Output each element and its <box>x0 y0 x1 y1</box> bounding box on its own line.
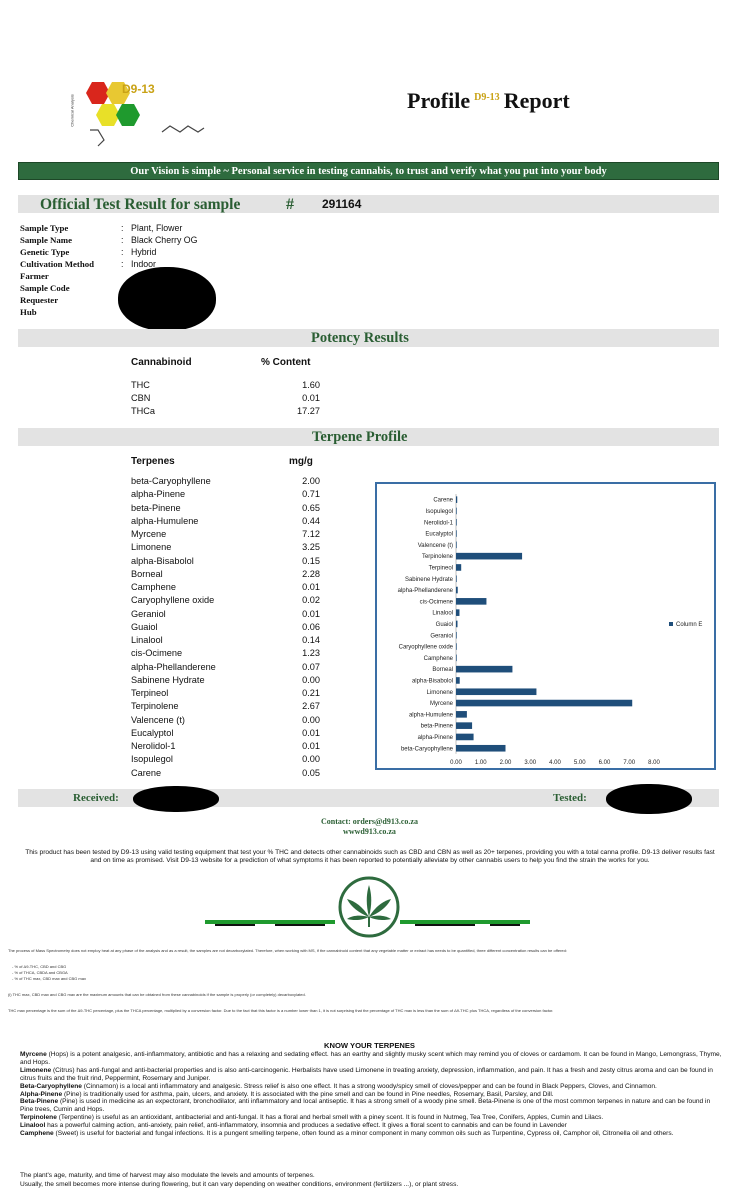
report-title: Profile $^{D9-13}$ Report <box>407 88 570 113</box>
cannabis-leaf-icon <box>335 875 403 939</box>
know-terpenes-body <box>20 1051 722 1138</box>
contact-block <box>0 817 739 837</box>
terpene-name: Isopulegol <box>131 754 173 765</box>
chart-bar <box>456 734 474 741</box>
know-item: Beta-Pinene (Pine) is used in medicine as an expectorant, bronchodilator, anti inflammatory and local antiseptic. It has a strong smell of a woody pine smell. Beta-Pinene is one of the most common terpenes in nature and can be found in Pine trees, Cumin and Hops. <box>20 1098 711 1114</box>
terpene-name: Limonene <box>131 542 172 553</box>
chart-bar <box>456 643 457 650</box>
terpene-value: 0.07 <box>302 661 320 672</box>
chart-bar <box>456 587 458 594</box>
chart-bar <box>456 496 457 503</box>
terpene-name: Eucalyptol <box>131 727 174 738</box>
chart-bar <box>456 688 536 695</box>
chart-bar <box>456 666 512 673</box>
chart-category-label: Geraniol <box>430 633 453 640</box>
terpene-name: beta-Pinene <box>131 502 181 513</box>
potency-name: THC <box>131 380 150 390</box>
chart-category-label: Myrcene <box>429 701 453 708</box>
terpene-col-name: Terpenes <box>131 456 175 467</box>
terpene-name: Borneal <box>131 568 163 579</box>
chart-category-label: Carene <box>433 497 453 504</box>
redaction-mark <box>133 786 219 812</box>
chart-category-label: Isopulegol <box>425 508 453 515</box>
chart-category-label: alpha-Bisabolol <box>411 678 453 685</box>
chart-tick-label: 3.00 <box>524 759 537 766</box>
terpene-name: Carene <box>131 767 162 778</box>
terpene-value: 0.06 <box>302 621 320 632</box>
chart-bar <box>456 508 457 515</box>
terpene-name: Terpineol <box>131 688 169 698</box>
terpene-value: 0.15 <box>302 555 320 566</box>
logo-text: D9-13 <box>122 82 155 96</box>
know-item: Limonene (Citrus) has anti-fungal and anti-bacterial properties and is also anti-carcinogenic. Herbalists have used Limonene in treating anxiety, depression, inflammation, and pain. It has a fresh and zesty citrus aroma and can be found in citrus fruits and the fruit rind, Peppermint, Rosemary and Juniper. <box>20 1066 713 1082</box>
fine-print-item: - % of THC max, CBD max and CBG max <box>12 976 86 981</box>
terpene-name: Terpinolene <box>131 701 179 712</box>
sample-number: 291164 <box>322 197 362 211</box>
terpene-value: 0.44 <box>302 515 320 526</box>
terpene-name: alpha-Pinene <box>131 489 186 500</box>
chart-category-label: Linalool <box>432 610 453 617</box>
terpene-name: cis-Ocimene <box>131 648 183 659</box>
terpene-value: 1.23 <box>302 648 320 659</box>
chart-category-label: alpha-Phellanderene <box>397 588 453 595</box>
field-label: Sample Code <box>20 283 70 293</box>
terpene-value: 0.02 <box>302 595 320 606</box>
chart-tick-label: 7.00 <box>623 759 636 766</box>
chart-category-label: Caryophyllene oxide <box>398 644 453 651</box>
terpene-value: 0.00 <box>302 674 320 685</box>
field-value: Black Cherry OG <box>131 235 198 245</box>
know-item: Terpinolene (Terpentine) is useful as an antioxidant, antibacterial and anti-fungal. It has a floral and herbal smell with a piney scent. It is found in Nutmeg, Tea Tree, Conifers, Apples, Cumin and Lilacs. <box>20 1114 604 1122</box>
terpene-name: Myrcene <box>131 529 167 539</box>
field-label: Requester <box>20 295 59 305</box>
potency-value: 0.01 <box>302 393 320 403</box>
chart-bar <box>456 598 486 605</box>
terpene-chart-svg <box>377 484 714 768</box>
terpene-name: Camphene <box>131 582 176 592</box>
chart-category-label: Terpinolene <box>421 554 453 561</box>
terpene-value: 7.12 <box>302 529 320 539</box>
chart-bar <box>456 711 467 718</box>
chart-category-label: Sabinene Hydrate <box>404 576 453 583</box>
fine-print: The process of Mass Spectrometry does not employ heat at any phase of the analysis and as a result, the samples are not decarboxylated. Therefore, when working with MS, if the cannabinoid content that any vegetable matter or extract has needs to be quantified, three different concentration results can be offered: <box>8 948 567 953</box>
terpene-value: 0.01 <box>302 741 320 751</box>
official-title: Official Test Result for sample <box>40 196 241 213</box>
chart-bar <box>456 530 457 537</box>
terpene-value: 0.14 <box>302 635 320 645</box>
chart-category-label: Borneal <box>432 667 453 674</box>
chart-bar <box>456 745 506 752</box>
terpene-value: 0.00 <box>302 754 320 765</box>
potency-col-cannabinoid: Cannabinoid <box>131 357 192 368</box>
terpene-name: Caryophyllene oxide <box>131 595 215 606</box>
chart-bar <box>456 575 457 582</box>
terpene-name: Linalool <box>131 635 163 645</box>
field-label: Hub <box>20 307 37 317</box>
field-label: Farmer <box>20 271 49 281</box>
potency-col-content: % Content <box>261 357 311 368</box>
chart-category-label: cis-Ocimene <box>419 599 453 606</box>
terpene-value: 0.01 <box>302 727 320 738</box>
chart-bar <box>456 722 472 729</box>
field-value: Hybrid <box>131 247 157 257</box>
potency-value: 17.27 <box>297 406 320 416</box>
field-label: Sample Name <box>20 235 73 245</box>
chart-tick-label: 6.00 <box>598 759 611 766</box>
chart-category-label: beta-Caryophyllene <box>400 746 453 753</box>
fine-print-item: - % of Δ9-THC, CBD and CBG <box>12 964 67 969</box>
terpene-name: alpha-Bisabolol <box>131 555 194 566</box>
potency-name: CBN <box>131 393 151 403</box>
chart-bar <box>456 542 457 549</box>
logo-side-text: Chemical Analysis <box>69 94 75 127</box>
chart-bar <box>456 621 457 628</box>
terpene-value: 2.28 <box>302 568 320 579</box>
received-label: Received: <box>73 792 119 804</box>
field-label: Sample Type <box>20 223 69 233</box>
field-label: Genetic Type <box>20 247 70 257</box>
chart-category-label: Limonene <box>426 689 453 696</box>
terpene-value: 0.21 <box>302 688 320 698</box>
terpene-name: Nerolidol-1 <box>131 741 176 751</box>
chart-bar <box>456 700 632 707</box>
terpene-name: beta-Caryophyllene <box>131 476 211 486</box>
d913-logo <box>70 78 210 150</box>
closing-line: The plant's age, maturity, and time of harvest may also modulate the levels and amounts of terpenes. <box>20 1172 315 1179</box>
chart-category-label: Nerolidol-1 <box>423 520 453 527</box>
chart-category-label: alpha-Pinene <box>417 734 453 741</box>
chart-category-label: Terpineol <box>428 565 453 572</box>
chart-category-label: Camphene <box>423 655 453 662</box>
chart-bar <box>456 519 457 526</box>
terpene-value: 0.71 <box>302 489 320 500</box>
terpene-name: alpha-Phellanderene <box>131 661 216 672</box>
chart-tick-label: 2.00 <box>499 759 512 766</box>
redaction-mark <box>606 784 692 814</box>
potency-title: Potency Results <box>311 330 409 346</box>
fine-print: THC max percentage is the sum of the Δ9-THC percentage, plus the THCA percentage, multiplied by a conversion factor. Due to the fact that this factor is a number lower than 1, it is not surprising that the percentage of THC max is less than the sum of Δ9-THC plus THCA, regardless of the conversion factor. <box>8 1008 554 1013</box>
terpene-value: 2.00 <box>302 476 320 486</box>
terpene-name: Guaiol <box>131 621 158 632</box>
terpene-value: 0.05 <box>302 767 320 778</box>
know-item: Linalool has a powerful calming action, anti-anxiety, pain relief, anti-inflammatory, insomnia and produces a sedative effect. It gives a floral scent to cannabis and can be found in Lavender <box>20 1122 567 1130</box>
terpene-value: 0.01 <box>302 608 320 619</box>
potency-name: THCa <box>131 406 155 416</box>
terpene-value: 0.01 <box>302 582 320 592</box>
field-label: Cultivation Method <box>20 259 95 269</box>
contact-email: Contact: orders@d913.co.za <box>321 817 418 826</box>
fine-print: (i) THC max, CBD max and CBG max are the maximum amounts that can be obtained from these cannabinoids if the sample is properly (or completely) decarboxylated. <box>8 992 306 997</box>
chart-tick-label: 0.00 <box>450 759 462 766</box>
chart-legend-swatch <box>669 622 673 626</box>
chart-bar <box>456 677 460 684</box>
field-value: Indoor <box>131 259 156 269</box>
fine-print-item: - % of THCA, CBDA and CBGA <box>12 970 68 975</box>
field-value: Plant, Flower <box>131 223 183 233</box>
know-item: Alpha-Pinene (Pine) is traditionally used for asthma, pain, ulcers, and anxiety. It is associated with the pine smell and can be found in Pine needles, Rosemary, Basil, Parsley, and Dill. <box>20 1090 554 1098</box>
chart-category-label: Eucalyptol <box>425 531 453 538</box>
chart-category-label: alpha-Humulene <box>408 712 453 719</box>
chart-bar <box>456 609 459 616</box>
chart-category-label: beta-Pinene <box>420 723 453 730</box>
chart-category-label: Valencene (t) <box>417 542 453 549</box>
terpene-name: Geraniol <box>131 608 166 619</box>
tested-label: Tested: <box>553 792 587 804</box>
terpene-value: 0.00 <box>302 714 320 725</box>
terpene-value: 2.67 <box>302 701 320 712</box>
know-item: Camphene (Sweet) is useful for bacterial and fungal infections. It is a pungent smelling terpene, often found as a minor component in many common oils such as Turpentine, Cypress oil, Camphor oil, Citronella oil and others. <box>20 1130 674 1138</box>
official-hash: # <box>286 196 294 213</box>
chart-tick-label: 8.00 <box>648 759 660 766</box>
terpene-name: Sabinene Hydrate <box>131 674 205 685</box>
terpene-chart <box>375 482 716 770</box>
terpene-title: Terpene Profile <box>312 429 408 445</box>
terpene-value: 0.65 <box>302 502 320 513</box>
chart-bar <box>456 632 457 639</box>
know-terpenes-title: KNOW YOUR TERPENES <box>324 1041 415 1050</box>
know-item: Beta-Caryophyllene (Cinnamon) is a local anti inflammatory and analgesic. Stress relief is also one effect. It has a strong woody/spicy smell of cloves/pepper and can be found in Black Peppers, Cloves, and Cinnamon. <box>20 1082 657 1090</box>
know-item: Myrcene (Hops) is a potent analgesic, anti-inflammatory, antibiotic and has a relaxing and sedating effect. has an earthy and slightly musky scent which may remind you of cloves or cardamom. It can be found in Mango, Lemongrass, Thyme, and Hops. <box>20 1051 722 1066</box>
chart-bar <box>456 564 461 571</box>
chart-legend-label: Column E <box>676 622 703 628</box>
chart-tick-label: 5.00 <box>573 759 586 766</box>
contact-website: wwwd913.co.za <box>343 827 396 836</box>
terpene-col-mg: mg/g <box>289 456 313 467</box>
chart-tick-label: 4.00 <box>549 759 561 766</box>
chart-bar <box>456 553 522 560</box>
terpene-name: Valencene (t) <box>131 714 185 725</box>
chart-category-label: Guaiol <box>435 621 453 628</box>
potency-value: 1.60 <box>302 380 320 390</box>
chart-bar <box>456 655 457 662</box>
chart-tick-label: 1.00 <box>474 759 487 766</box>
closing-line: Usually, the smell becomes more intense during flowering, but it can vary depending on weather conditions, environment (fertilizers ...), or plant stress. <box>20 1181 459 1188</box>
closing-text <box>20 1171 722 1189</box>
redaction-mark <box>118 267 216 331</box>
vision-banner: Our Vision is simple ~ Personal service in testing cannabis, to trust and verify what you put into your body <box>18 162 719 180</box>
terpene-value: 3.25 <box>302 542 320 553</box>
disclaimer-text: This product has been tested by D9-13 using valid testing equipment that test your % THC and detects other cannabinoids such as CBD and CBN as well as 20+ terpenes, providing you with a total canna profile. D9-13 deliver results fast and on time as promised. Visit D9-13 website for a prediction of what symptoms it has been reported to potentially alleviate by other cannabis users to help you find the strain the works for you. <box>25 849 715 865</box>
terpene-name: alpha-Humulene <box>131 515 199 526</box>
